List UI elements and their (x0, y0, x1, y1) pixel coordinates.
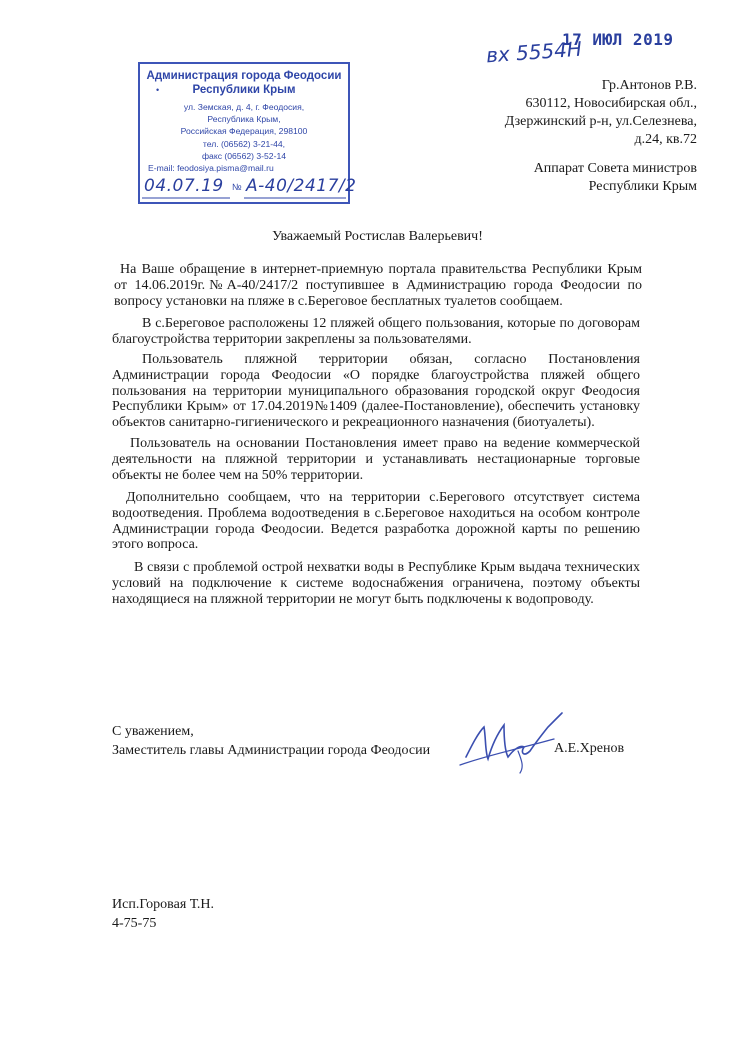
stamp-handwritten-date: 04.07.19 (144, 176, 224, 196)
stamp-handwritten-number: А-40/2417/2 (246, 176, 357, 196)
closing-block (112, 722, 430, 760)
copy-recipient-line: Республики Крым (588, 179, 697, 194)
recipient-address-line: 630112, Новосибирская обл., (525, 96, 697, 111)
stamp-org-region: Республики Крым (192, 84, 296, 96)
stamp-address-line: Российская Федерация, 298100 (180, 126, 308, 136)
body-paragraph: В связи с проблемой острой нехватки воды в Республике Крым выдача технических условий на подключение к системе водоснабжения ограничена, поэтому объекты находящиеся на пляжной территории не могут быть подключены к водопроводу. (112, 560, 640, 607)
stamp-dot: • (156, 85, 160, 95)
stamp-address-line: Республика Крым, (207, 114, 281, 124)
closing-regards: С уважением, (112, 724, 194, 739)
handwritten-signature (458, 705, 568, 775)
executor-phone: 4-75-75 (112, 916, 157, 931)
body-paragraph: Пользователь на основании Постановления имеет право на ведение коммерческой деятельности на пляжной территории и устанавливать нестационарные торговые объекты не более чем на 50% территории. (112, 436, 640, 483)
recipient-address (505, 77, 697, 149)
stamp-fax: факс (06562) 3-52-14 (201, 151, 287, 161)
sender-stamp (138, 62, 357, 204)
copy-recipient-line: Аппарат Совета министров (533, 161, 697, 176)
incoming-number: вх 5554Н (485, 36, 583, 68)
body-paragraph: Пользователь пляжной территории обязан, согласно Постановления Администрации города Феодосии «О порядке благоустройства пляжей общего пользования на территории муниципального образования городской округ Феодосия Республики Крым» от 17.04.2019№1409 (далее-Постановление), обеспечить установку объектов санитарно-гигиенического и рекреационного назначения (биотуалеты). (112, 352, 640, 431)
body-paragraph: В с.Береговое расположены 12 пляжей общего пользования, которые по договорам благоустройства территории закреплены за пользователями. (112, 316, 640, 347)
copy-recipient (534, 160, 697, 196)
incoming-date-stamp: 17 ИЮЛ 2019 (562, 30, 674, 49)
signer-name: А.Е.Хренов (554, 741, 625, 756)
executor-block (112, 895, 214, 933)
recipient-address-line: Дзержинский р-н, ул.Селезнева, (504, 114, 697, 129)
recipient-address-line: д.24, кв.72 (634, 132, 697, 147)
signer-position: Заместитель главы Администрации города Феодосии (112, 743, 431, 758)
stamp-number-sign: № (232, 182, 242, 192)
stamp-email: E-mail: feodosiya.pisma@mail.ru (148, 163, 274, 173)
body-paragraph: На Ваше обращение в интернет-приемную портала правительства Республики Крым от 14.06.2019г.№А-40/2417/2 поступившее в Администрацию города Феодосии по вопросу установки на пляже в с.Береговое бесплатных туалетов сообщаем. (114, 262, 642, 309)
stamp-org-name: Администрация города Феодосии (146, 70, 342, 82)
stamp-address-line: ул. Земская, д. 4, г. Феодосия, (183, 102, 305, 112)
stamp-phone: тел. (06562) 3-21-44, (202, 139, 286, 149)
salutation: Уважаемый Ростислав Валерьевич! (272, 229, 483, 244)
recipient-name: Гр.Антонов Р.В. (601, 78, 697, 93)
executor-name: Исп.Горовая Т.Н. (112, 897, 215, 912)
body-paragraph: Дополнительно сообщаем, что на территории с.Берегового отсутствует система водоотведения. Проблема водоотведения в с.Береговое находиться на особом контроле Администрации города Феодосии. Ведется разработка дорожной карты по решению этого вопроса. (112, 490, 640, 553)
